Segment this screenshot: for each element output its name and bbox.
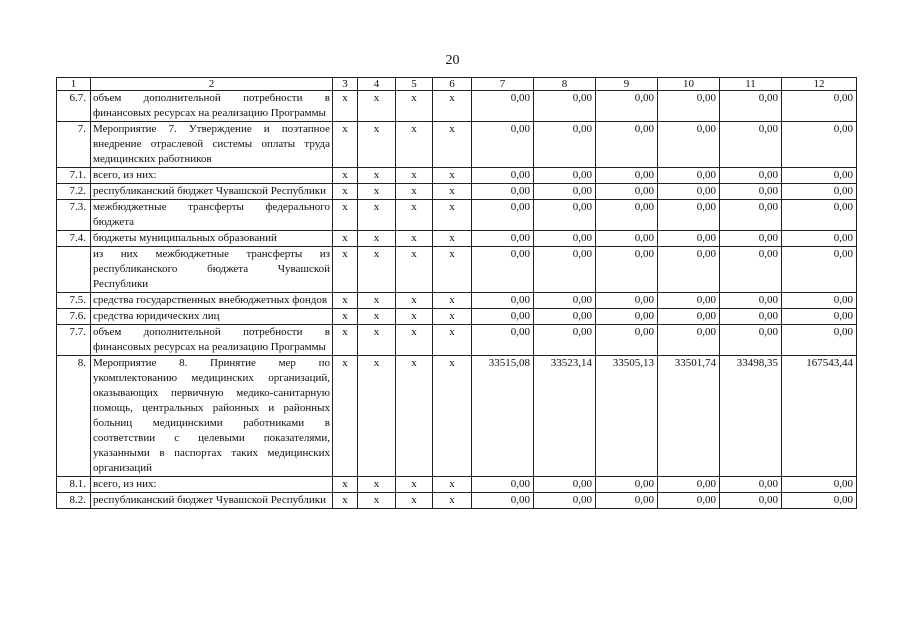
column-header: 8	[534, 78, 596, 91]
row-description: Мероприятие 8. Принятие мер по укомплектованию медицинских организаций, оказывающих первичную медико-санитарную помощь, центральных районных и районных больниц медицинскими работниками в соответствии с целевыми показателями, указанными в паспортах таких медицинских организаций	[91, 356, 333, 477]
cell-x: х	[333, 184, 358, 200]
cell-value: 0,00	[596, 293, 658, 309]
cell-value: 0,00	[720, 168, 782, 184]
cell-value: 0,00	[534, 493, 596, 509]
table-row	[57, 293, 857, 309]
cell-x: х	[396, 231, 433, 247]
cell-x: х	[333, 200, 358, 231]
cell-value: 0,00	[782, 122, 857, 168]
column-header: 7	[472, 78, 534, 91]
row-description: средства юридических лиц	[91, 309, 333, 325]
cell-value: 0,00	[596, 309, 658, 325]
cell-value: 0,00	[658, 168, 720, 184]
row-number: 8.1.	[57, 477, 91, 493]
cell-x: х	[333, 325, 358, 356]
cell-x: х	[433, 356, 472, 477]
column-header: 6	[433, 78, 472, 91]
cell-value: 0,00	[782, 231, 857, 247]
table-row	[57, 477, 857, 493]
cell-value: 0,00	[720, 477, 782, 493]
cell-x: х	[358, 309, 396, 325]
cell-x: х	[433, 122, 472, 168]
row-number: 7.1.	[57, 168, 91, 184]
row-description: Мероприятие 7. Утверждение и поэтапное внедрение отраслевой системы оплаты труда медицинских работников	[91, 122, 333, 168]
cell-x: х	[333, 477, 358, 493]
cell-value: 0,00	[472, 184, 534, 200]
cell-x: х	[358, 293, 396, 309]
cell-value: 0,00	[720, 493, 782, 509]
table-row	[57, 184, 857, 200]
cell-x: х	[358, 184, 396, 200]
cell-value: 0,00	[658, 200, 720, 231]
row-description: всего, из них:	[91, 477, 333, 493]
cell-value: 0,00	[782, 200, 857, 231]
cell-value: 0,00	[596, 247, 658, 293]
cell-value: 0,00	[720, 309, 782, 325]
cell-value: 0,00	[472, 293, 534, 309]
row-description: объем дополнительной потребности в финансовых ресурсах на реализацию Программы	[91, 91, 333, 122]
column-header: 12	[782, 78, 857, 91]
cell-x: х	[396, 122, 433, 168]
cell-value: 0,00	[720, 184, 782, 200]
cell-value: 0,00	[596, 231, 658, 247]
cell-value: 0,00	[658, 477, 720, 493]
cell-value: 0,00	[596, 122, 658, 168]
cell-value: 0,00	[472, 231, 534, 247]
cell-x: х	[396, 309, 433, 325]
table-header-row	[57, 78, 857, 91]
cell-x: х	[396, 168, 433, 184]
row-number: 7.3.	[57, 200, 91, 231]
cell-value: 0,00	[658, 122, 720, 168]
cell-value: 0,00	[534, 168, 596, 184]
cell-x: х	[333, 356, 358, 477]
page-number: 20	[445, 53, 460, 68]
cell-x: х	[358, 200, 396, 231]
cell-x: х	[333, 309, 358, 325]
cell-x: х	[358, 168, 396, 184]
cell-x: х	[333, 293, 358, 309]
cell-value: 0,00	[782, 309, 857, 325]
row-number: 7.4.	[57, 231, 91, 247]
cell-value: 0,00	[658, 91, 720, 122]
row-description: объем дополнительной потребности в финансовых ресурсах на реализацию Программы	[91, 325, 333, 356]
row-number: 7.7.	[57, 325, 91, 356]
column-header: 9	[596, 78, 658, 91]
cell-x: х	[358, 231, 396, 247]
cell-x: х	[433, 309, 472, 325]
cell-value: 0,00	[472, 200, 534, 231]
cell-value: 0,00	[534, 309, 596, 325]
cell-value: 0,00	[782, 184, 857, 200]
row-description: средства государственных внебюджетных фондов	[91, 293, 333, 309]
cell-x: х	[433, 91, 472, 122]
cell-value: 0,00	[596, 168, 658, 184]
cell-value: 0,00	[596, 477, 658, 493]
cell-value: 0,00	[472, 309, 534, 325]
cell-value: 0,00	[596, 184, 658, 200]
cell-value: 0,00	[596, 325, 658, 356]
cell-value: 0,00	[534, 184, 596, 200]
cell-x: х	[433, 293, 472, 309]
row-description: республиканский бюджет Чувашской Республики	[91, 184, 333, 200]
row-number: 7.2.	[57, 184, 91, 200]
row-number: 7.	[57, 122, 91, 168]
cell-value: 33515,08	[472, 356, 534, 477]
cell-value: 0,00	[596, 493, 658, 509]
column-header: 2	[91, 78, 333, 91]
cell-value: 33505,13	[596, 356, 658, 477]
cell-value: 0,00	[782, 293, 857, 309]
cell-x: х	[433, 231, 472, 247]
table-row	[57, 122, 857, 168]
row-description: республиканский бюджет Чувашской Республики	[91, 493, 333, 509]
cell-value: 0,00	[658, 325, 720, 356]
cell-x: х	[396, 184, 433, 200]
cell-value: 0,00	[720, 247, 782, 293]
cell-x: х	[333, 122, 358, 168]
table-row	[57, 91, 857, 122]
cell-value: 0,00	[782, 168, 857, 184]
cell-value: 33498,35	[720, 356, 782, 477]
cell-value: 0,00	[534, 231, 596, 247]
table-row	[57, 168, 857, 184]
cell-value: 0,00	[534, 122, 596, 168]
cell-value: 0,00	[472, 168, 534, 184]
row-number: 8.	[57, 356, 91, 477]
row-number: 7.5.	[57, 293, 91, 309]
cell-x: х	[396, 91, 433, 122]
cell-x: х	[358, 122, 396, 168]
cell-x: х	[433, 200, 472, 231]
row-number	[57, 247, 91, 293]
column-header: 4	[358, 78, 396, 91]
cell-value: 33523,14	[534, 356, 596, 477]
cell-x: х	[396, 293, 433, 309]
cell-value: 0,00	[658, 184, 720, 200]
cell-value: 0,00	[720, 91, 782, 122]
cell-x: х	[333, 247, 358, 293]
row-description: всего, из них:	[91, 168, 333, 184]
cell-value: 0,00	[720, 122, 782, 168]
cell-value: 33501,74	[658, 356, 720, 477]
cell-x: х	[433, 477, 472, 493]
cell-value: 0,00	[782, 477, 857, 493]
cell-value: 0,00	[720, 325, 782, 356]
column-header: 5	[396, 78, 433, 91]
cell-x: х	[433, 325, 472, 356]
cell-x: х	[396, 493, 433, 509]
cell-value: 0,00	[534, 293, 596, 309]
cell-value: 0,00	[658, 309, 720, 325]
column-header: 3	[333, 78, 358, 91]
row-description: межбюджетные трансферты федерального бюджета	[91, 200, 333, 231]
table-row	[57, 247, 857, 293]
cell-value: 0,00	[472, 247, 534, 293]
table-row	[57, 493, 857, 509]
cell-x: х	[358, 325, 396, 356]
table-row	[57, 356, 857, 477]
cell-x: х	[396, 356, 433, 477]
cell-x: х	[433, 247, 472, 293]
cell-value: 0,00	[658, 293, 720, 309]
cell-x: х	[358, 247, 396, 293]
row-description: из них межбюджетные трансферты из республиканского бюджета Чувашской Республики	[91, 247, 333, 293]
table-row	[57, 231, 857, 247]
cell-value: 0,00	[782, 493, 857, 509]
table-body	[57, 91, 857, 509]
cell-value: 0,00	[720, 200, 782, 231]
cell-x: х	[333, 91, 358, 122]
cell-x: х	[396, 200, 433, 231]
cell-x: х	[433, 493, 472, 509]
cell-value: 0,00	[658, 247, 720, 293]
cell-value: 0,00	[596, 91, 658, 122]
column-header: 1	[57, 78, 91, 91]
cell-x: х	[358, 477, 396, 493]
cell-value: 0,00	[534, 325, 596, 356]
cell-value: 167543,44	[782, 356, 857, 477]
table-row	[57, 309, 857, 325]
row-number: 7.6.	[57, 309, 91, 325]
cell-x: х	[333, 493, 358, 509]
column-header: 10	[658, 78, 720, 91]
budget-table	[56, 77, 857, 509]
cell-value: 0,00	[534, 477, 596, 493]
cell-x: х	[433, 184, 472, 200]
cell-value: 0,00	[658, 231, 720, 247]
cell-value: 0,00	[782, 325, 857, 356]
cell-x: х	[396, 477, 433, 493]
cell-value: 0,00	[658, 493, 720, 509]
row-description: бюджеты муниципальных образований	[91, 231, 333, 247]
cell-value: 0,00	[720, 293, 782, 309]
row-number: 8.2.	[57, 493, 91, 509]
cell-x: х	[333, 231, 358, 247]
cell-x: х	[358, 91, 396, 122]
table-row	[57, 200, 857, 231]
cell-value: 0,00	[534, 200, 596, 231]
cell-value: 0,00	[534, 247, 596, 293]
cell-value: 0,00	[472, 122, 534, 168]
column-header: 11	[720, 78, 782, 91]
cell-value: 0,00	[534, 91, 596, 122]
cell-value: 0,00	[720, 231, 782, 247]
row-number: 6.7.	[57, 91, 91, 122]
cell-x: х	[396, 325, 433, 356]
cell-value: 0,00	[782, 247, 857, 293]
cell-value: 0,00	[596, 200, 658, 231]
cell-value: 0,00	[472, 91, 534, 122]
cell-x: х	[396, 247, 433, 293]
cell-value: 0,00	[472, 325, 534, 356]
cell-x: х	[358, 493, 396, 509]
cell-value: 0,00	[782, 91, 857, 122]
cell-x: х	[333, 168, 358, 184]
cell-value: 0,00	[472, 477, 534, 493]
cell-x: х	[433, 168, 472, 184]
cell-x: х	[358, 356, 396, 477]
table-row	[57, 325, 857, 356]
cell-value: 0,00	[472, 493, 534, 509]
